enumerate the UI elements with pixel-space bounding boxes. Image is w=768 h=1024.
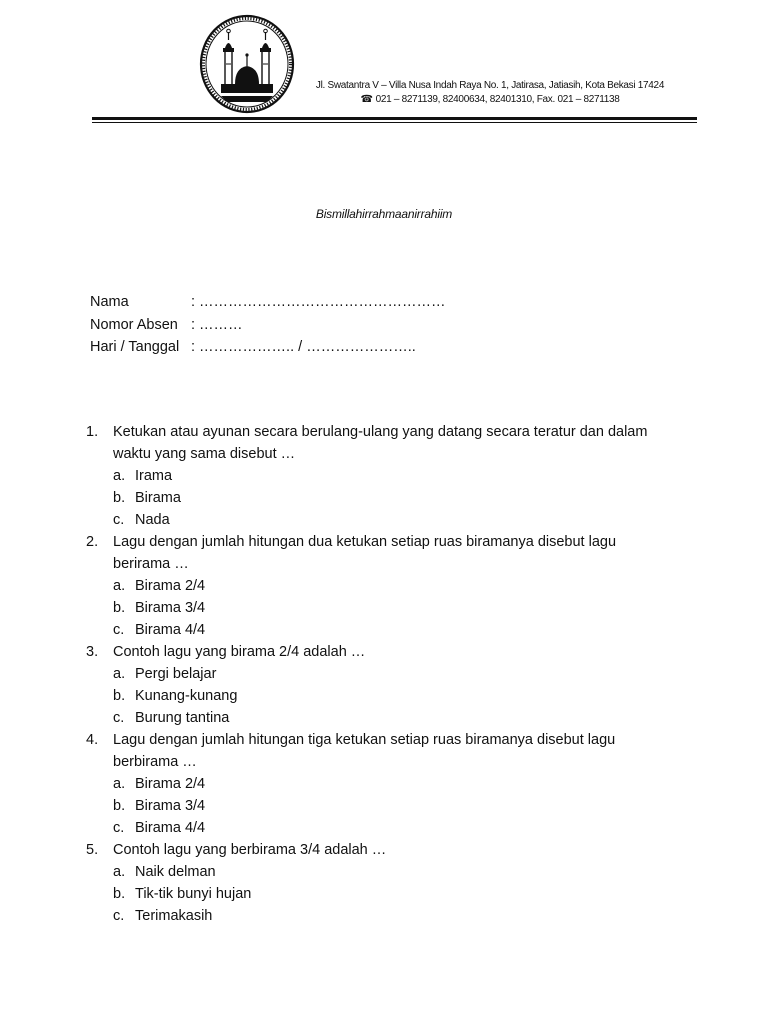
field-blank: : ……………….. / ………………….. [191, 339, 416, 355]
option-text: Nada [135, 512, 170, 528]
option-text: Burung tantina [135, 710, 230, 726]
option-text: Birama [135, 490, 181, 506]
option-text: Birama 2/4 [135, 578, 206, 594]
option-letter: a. [113, 666, 126, 682]
field-blank: : ……… [191, 316, 243, 333]
option-text: Birama 3/4 [135, 798, 206, 814]
option-text: Birama 4/4 [135, 820, 206, 836]
question-number: 4. [86, 732, 99, 748]
option-letter: c. [113, 820, 125, 836]
field-label: Hari / Tanggal [90, 339, 180, 355]
option-item [86, 509, 686, 531]
option-text: Birama 4/4 [135, 622, 206, 638]
option-item [86, 663, 686, 685]
field-blank: : …………………………………………… [191, 294, 446, 310]
field-label: Nomor Absen [90, 316, 178, 333]
address-line-2 [300, 93, 680, 107]
option-text: Tik-tik bunyi hujan [135, 886, 252, 902]
option-item [86, 795, 686, 817]
option-text: Birama 3/4 [135, 600, 206, 616]
option-letter: a. [113, 864, 126, 880]
option-letter: c. [113, 710, 125, 726]
option-item [86, 861, 686, 883]
option-text: Irama [135, 468, 173, 484]
option-item [86, 597, 686, 619]
option-item [86, 619, 686, 641]
letterhead-rule-thin [92, 122, 697, 123]
option-item [86, 685, 686, 707]
address-line-1: Jl. Swatantra V – Villa Nusa Indah Raya No. 1, Jatirasa, Jatiasih, Kota Bekasi 17424 [315, 80, 665, 91]
question-number: 5. [86, 842, 99, 858]
field-row-hari-tanggal [90, 336, 446, 359]
option-item [86, 575, 686, 597]
option-letter: b. [113, 600, 126, 616]
option-item [86, 487, 686, 509]
question-text: Contoh lagu yang birama 2/4 adalah … [113, 644, 366, 660]
option-item [86, 465, 686, 487]
question-text: Contoh lagu yang berbirama 3/4 adalah … [113, 842, 387, 858]
option-letter: c. [113, 908, 125, 924]
option-item [86, 817, 686, 839]
question-text: Ketukan atau ayunan secara berulang-ulang yang datang secara teratur dan dalam waktu yang sama disebut … [113, 424, 648, 462]
field-row-nama [90, 291, 446, 314]
question-text: Lagu dengan jumlah hitungan tiga ketukan setiap ruas biramanya disebut lagu berbirama … [113, 732, 616, 770]
option-item [86, 707, 686, 729]
phone-icon: ☎ [360, 94, 373, 105]
option-letter: a. [113, 578, 126, 594]
option-text: Terimakasih [135, 908, 213, 924]
option-letter: c. [113, 622, 125, 638]
question-2 [86, 531, 686, 641]
option-letter: b. [113, 688, 126, 704]
question-4 [86, 729, 686, 839]
question-5 [86, 839, 686, 927]
option-text: Naik delman [135, 864, 216, 880]
field-row-nomor-absen [90, 314, 446, 337]
option-letter: a. [113, 776, 126, 792]
option-letter: c. [113, 512, 125, 528]
option-letter: b. [113, 886, 126, 902]
school-address [300, 79, 680, 107]
question-list [86, 421, 686, 927]
field-label: Nama [90, 294, 129, 310]
question-number: 1. [86, 424, 99, 440]
option-text: Birama 2/4 [135, 776, 206, 792]
question-number: 2. [86, 534, 99, 550]
school-logo-mosque-icon [199, 14, 295, 114]
phone-fax-text: 021 – 8271139, 82400634, 82401310, Fax. 021 – 8271138 [375, 94, 620, 105]
option-item [86, 883, 686, 905]
option-letter: b. [113, 490, 126, 506]
option-letter: a. [113, 468, 126, 484]
option-item [86, 905, 686, 927]
question-text: Lagu dengan jumlah hitungan dua ketukan setiap ruas biramanya disebut lagu berirama … [113, 534, 617, 572]
option-item [86, 773, 686, 795]
question-3 [86, 641, 686, 729]
option-text: Kunang-kunang [135, 688, 238, 704]
option-letter: b. [113, 798, 126, 814]
question-number: 3. [86, 644, 99, 660]
student-identity-fields [90, 291, 446, 359]
page-title: Bismillahirrahmaanirrahiim [315, 207, 453, 221]
question-1 [86, 421, 686, 531]
letterhead-rule-thick [92, 117, 697, 120]
option-text: Pergi belajar [135, 666, 217, 682]
